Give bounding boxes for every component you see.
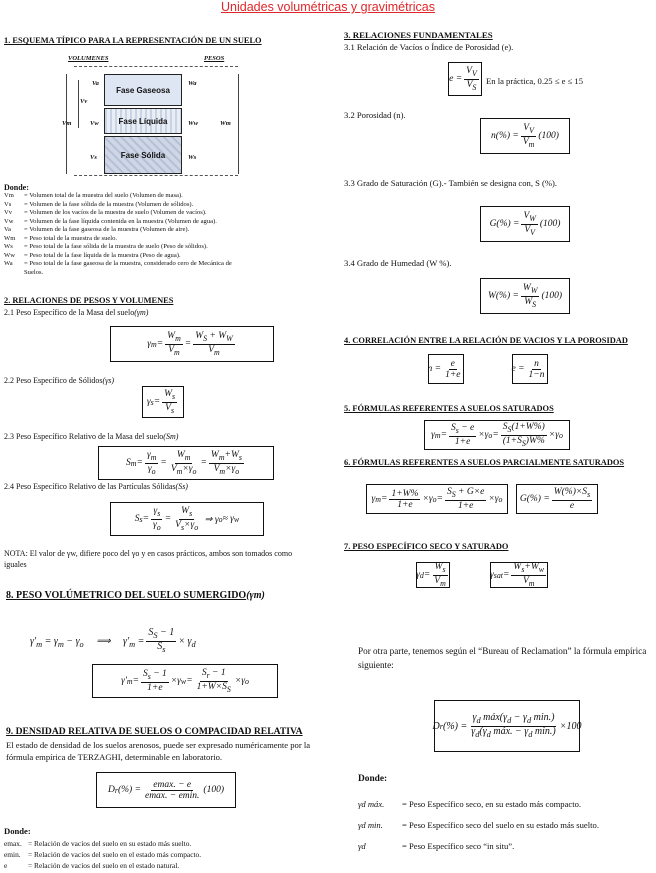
s9-legend bbox=[4, 838, 304, 871]
formula-w: W(%) = $\frac{W_W}{W_S}$ (100) bbox=[480, 278, 570, 314]
donde-label-1: Donde: bbox=[4, 183, 29, 192]
legend-row: Wa = Peso total de la fase gaseosa de la muestra, considerado cero de Mecánica de bbox=[4, 260, 232, 267]
section-7-heading: 7. PESO ESPECÍFICO SECO Y SATURADO bbox=[344, 542, 509, 551]
formula-e-from-n: e = $\frac{n}{1-n}$ bbox=[512, 354, 548, 384]
bureau-legend bbox=[358, 794, 599, 857]
formula-ss: S s = $\frac{\gamma_s}{\gamma_o}$ = $\frac{W_s}{V_s\times\gamma_o}$ ⇒ γ o ≈ γ w bbox=[110, 502, 264, 536]
formula-sm: S m = $\frac{\gamma_m}{\gamma_o}$ = $\frac{W_m}{V_m\times\gamma_o}$ = $\frac{W_m+W_s}{V_m\times\gamma_o}$ bbox=[98, 446, 274, 480]
legend-row: emin. = Relación de vacíos del suelo en el estado más compacto. bbox=[4, 850, 202, 859]
item-3-1: 3.1 Relación de Vacíos o Índice de Porosidad (e). bbox=[344, 42, 514, 52]
legend-row: γd máx. = Peso Específico seco, en su estado más compacto. bbox=[358, 799, 582, 809]
vm-label: Vm bbox=[62, 120, 72, 127]
donde-label-bureau: Donde: bbox=[358, 774, 388, 784]
vs-label: Vs bbox=[90, 154, 97, 161]
item-2-1: 2.1 Peso Específico de la Masa del suelo(γm) bbox=[4, 308, 149, 317]
formula-dr-terzaghi: D r (%) = $\frac{emax. - e}{emax. - emin.}$ (100) bbox=[96, 772, 236, 808]
section-8-heading: 8. PESO VOLÚMETRICO DEL SUELO SUMERGIDO(γm) bbox=[6, 590, 265, 601]
formula-submerged-box: γ' m = $\frac{S_s - 1}{1+e}$ ×γ w = $\frac{S_r - 1}{1+W\times S_S}$ ×γ o bbox=[92, 664, 278, 698]
ws-label: Ws bbox=[188, 154, 197, 161]
practica-range: En la práctica, 0.25 ≤ e ≤ 15 bbox=[486, 76, 584, 86]
legend-row: Vm = Volumen total de la muestra del suelo (Volumen de masa). bbox=[4, 192, 183, 199]
legend-row: γd min. = Peso Específico seco del suelo en su estado más suelto. bbox=[358, 820, 599, 830]
section-5-heading: 5. FÓRMULAS REFERENTES A SUELOS SATURADOS bbox=[344, 404, 554, 413]
wm-label: Wm bbox=[220, 120, 231, 127]
legend-row: Va = Volumen de la fase gaseosa de la muestra (Volumen de aire). bbox=[4, 226, 190, 233]
formula-n-from-e: n = $\frac{e}{1+e}$ bbox=[428, 354, 464, 384]
item-2-4: 2.4 Peso Específico Relativo de las Partículas Sólidas(Ss) bbox=[4, 482, 188, 491]
item-3-2: 3.2 Porosidad (n). bbox=[344, 110, 406, 120]
wm-bracket bbox=[238, 74, 239, 174]
soil-phase-diagram bbox=[60, 52, 250, 180]
nota-text: NOTA: El valor de γw, difiere poco del γo y en casos prácticos, ambos son tomados como iguales bbox=[4, 549, 293, 569]
vv-label: Vv bbox=[80, 98, 88, 105]
solid-phase: Fase Sólida bbox=[104, 136, 182, 174]
wa-label: Wa bbox=[188, 80, 197, 87]
section-1-heading: 1. ESQUEMA TÍPICO PARA LA REPRESENTACIÓN DE UN SUELO bbox=[4, 36, 262, 45]
legend-row: γd = Peso Específico seco “in situ”. bbox=[358, 841, 515, 851]
legend-row: Suelos. bbox=[24, 268, 44, 276]
page-title: Unidades volumétricas y gravimétricas bbox=[221, 0, 435, 14]
gas-phase: Fase Gaseosa bbox=[104, 74, 182, 106]
vv-bracket bbox=[78, 80, 79, 128]
formula-saturated: γ m = $\frac{S_s - e}{1+e}$ ×γ o = $\frac{S_S(1+W\%)}{(1+S_S)W\%}$ ×γ o bbox=[424, 420, 570, 450]
formula-partial-gamma: γ m = $\frac{1+W\%}{1+e}$ ×γ o = $\frac{S_S + G\times e}{1+e}$ ×γ o bbox=[366, 484, 508, 514]
formula-gamma-d: γ d = $\frac{W_s}{V_m}$ bbox=[416, 562, 450, 588]
ww-label: Ww bbox=[188, 120, 199, 127]
legend-row: e = Relación de vacíos del suelo en el estado natural. bbox=[4, 861, 180, 870]
volume-legend bbox=[4, 192, 304, 277]
item-2-2: 2.2 Peso Específico de Sólidos(γs) bbox=[4, 376, 115, 385]
section-6-heading: 6. FÓRMULAS REFERENTES A SUELOS PARCIALMENTE SATURADOS bbox=[344, 458, 625, 467]
section-2-heading: 2. RELACIONES DE PESOS Y VOLUMENES bbox=[4, 296, 174, 305]
item-2-3: 2.3 Peso Específico Relativo de la Masa del suelo(Sm) bbox=[4, 432, 179, 441]
formula-gamma-s: γ s = $\frac{W_s}{V_s}$ bbox=[142, 386, 184, 418]
formula-e: e = $\frac{V_V}{V_S}$ bbox=[448, 62, 482, 96]
legend-row: Ww = Peso total de la fase líquida de la muestra (Peso de agua). bbox=[4, 251, 181, 259]
formula-dr-bureau: D r (%) = $\frac{\gamma_d máx(\gamma_d - \gamma_d \min.)}{\gamma_d(\gamma_d máx. - \gamma_d \min.)}$ ×100 bbox=[434, 700, 580, 752]
legend-row: emax. = Relación de vacíos del suelo en su estado más suelto. bbox=[4, 839, 192, 848]
liquid-phase: Fase Líquida bbox=[104, 108, 182, 134]
vw-label: Vw bbox=[90, 120, 99, 127]
section-4-heading: 4. CORRELACIÓN ENTRE LA RELACIÓN DE VACIOS Y LA POROSIDAD bbox=[344, 336, 628, 345]
formula-g: G(%) = $\frac{V_W}{V_V}$ (100) bbox=[480, 206, 570, 242]
formula-partial-g: G(%) = $\frac{W(\%)\times S_s}{e}$ bbox=[516, 484, 598, 514]
volumenes-label: VOLUMENES bbox=[68, 55, 109, 62]
bureau-text-1: Por otra parte, tenemos según el “Bureau of Reclamation” la fórmula empírica bbox=[358, 646, 647, 656]
donde-label-9: Donde: bbox=[4, 826, 31, 836]
va-label: Va bbox=[92, 80, 99, 87]
section-9-heading: 9. DENSIDAD RELATIVA DE SUELOS O COMPACIDAD RELATIVA bbox=[6, 726, 303, 737]
section-3-heading: 3. RELACIONES FUNDAMENTALES bbox=[344, 30, 493, 40]
s9-text-1: El estado de densidad de los suelos arenosos, puede ser expresado numéricamente por la bbox=[6, 740, 311, 750]
pesos-label: PESOS bbox=[204, 55, 225, 62]
formula-gamma-m: γ m = $\frac{W_m}{V_m}$ = $\frac{W_S + W_W}{V_m}$ bbox=[110, 326, 274, 362]
legend-row: Wm = Peso total de la muestra de suelo. bbox=[4, 234, 118, 242]
legend-row: Vs = Volumen de la fase sólida de la muestra (Volumen de sólidos). bbox=[4, 200, 194, 208]
legend-row: Ws = Peso total de la fase sólida de la muestra de suelo (Peso de sólidos). bbox=[4, 243, 208, 250]
s9-text-2: fórmula empírica de TERZAGHI, determinable en laboratorio. bbox=[6, 752, 223, 762]
item-3-3: 3.3 Grado de Saturación (G).- También se designa con, S (%). bbox=[344, 178, 558, 188]
legend-row: Vv = Volumen de los vacíos de la muestra de suelo (Volumen de vacíos). bbox=[4, 209, 207, 216]
item-3-4: 3.4 Grado de Humedad (W %). bbox=[344, 258, 452, 268]
formula-n: n(%) = $\frac{V_V}{V_m}$ (100) bbox=[480, 118, 570, 154]
formula-submerged: $\gamma'_m = \gamma_m - \gamma_o$ ⟹ $\gamma'_m$ = $\frac{S_S - 1}{S_s}$ × $\gamma_d$ bbox=[30, 627, 196, 654]
formula-gamma-sat: γ sat = $\frac{W_s+W_w}{V_m}$ bbox=[490, 562, 548, 588]
legend-row: Vw = Volumen de la fase líquida contenida en la muestra (Volumen de agua). bbox=[4, 217, 217, 225]
bureau-text-2: siguiente: bbox=[358, 660, 394, 670]
